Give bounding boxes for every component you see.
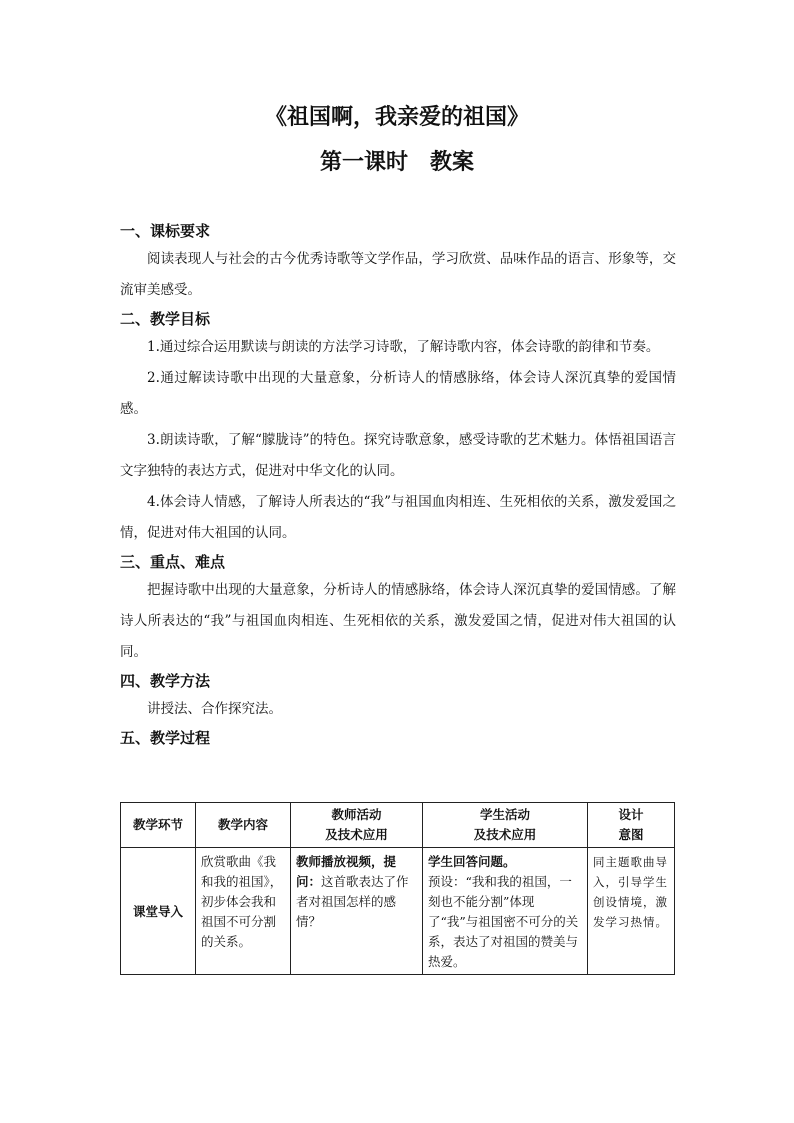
row-teacher-activity (291, 848, 423, 975)
table-header-row (121, 803, 675, 848)
table-row (121, 848, 675, 975)
document-subtitle: 第一课时 教案 (319, 149, 474, 175)
document-title: 《祖国啊，我亲爱的祖国》 (264, 104, 529, 130)
header-student: 学生活动 及技术应用 (423, 803, 588, 848)
teaching-process-table (120, 802, 675, 975)
section-heading-goals: 二、教学目标 (120, 310, 211, 328)
goal-item-3: 3.朗读诗歌，了解“朦胧诗”的特色。探究诗歌意象，感受诗歌的艺术魅力。体悟祖国语言文字独特的表达方式，促进对中华文化的认同。 (120, 432, 676, 479)
goal-item-1: 1.通过综合运用默读与朗读的方法学习诗歌，了解诗歌内容，体会诗歌的韵律和节奏。 (147, 339, 660, 355)
row-content: 欣赏歌曲《我和我的祖国》，初步体会我和祖国不可分割的关系。 (196, 848, 291, 975)
document-body (120, 214, 676, 751)
header-content: 教学内容 (196, 803, 291, 848)
student-activity-text: 预设：“我和我的祖国，一刻也不能分割”体现了“我”与祖国密不可分的关系，表达了对祖国的赞美与热爱。 (428, 874, 579, 969)
standards-paragraph: 阅读表现人与社会的古今优秀诗歌等文学作品，学习欣赏、品味作品的语言、形象等，交流审美感受。 (120, 251, 676, 298)
methods-paragraph: 讲授法、合作探究法。 (147, 701, 282, 717)
header-stage: 教学环节 (121, 803, 196, 848)
header-teacher: 教师活动 及技术应用 (291, 803, 423, 848)
teacher-activity-bold: 教师播放视频，提问： (296, 854, 397, 889)
section-heading-standards: 一、课标要求 (120, 222, 211, 240)
section-heading-methods: 四、教学方法 (120, 672, 211, 690)
goal-item-2: 2.通过解读诗歌中出现的大量意象，分析诗人的情感脉络，体会诗人深沉真挚的爱国情感。 (120, 370, 676, 417)
goal-item-4: 4.体会诗人情感，了解诗人所表达的“我”与祖国血肉相连、生死相依的关系，激发爱国之情，促进对伟大祖国的认同。 (120, 494, 676, 541)
row-student-activity (423, 848, 588, 975)
section-heading-process: 五、教学过程 (120, 729, 211, 747)
student-activity-bold: 学生回答问题。 (428, 854, 516, 869)
row-design-intent: 同主题歌曲导入，引导学生创设情境，激发学习热情。 (588, 848, 675, 975)
row-stage: 课堂导入 (121, 848, 196, 975)
key-points-paragraph: 把握诗歌中出现的大量意象，分析诗人的情感脉络，体会诗人深沉真挚的爱国情感。了解诗人所表达的“我”与祖国血肉相连、生死相依的关系，激发爱国之情，促进对伟大祖国的认同。 (120, 582, 676, 660)
teacher-activity-text: 这首歌表达了作者对祖国怎样的感情？ (296, 874, 409, 929)
header-design: 设计 意图 (588, 803, 675, 848)
section-heading-key-points: 三、重点、难点 (120, 553, 226, 571)
